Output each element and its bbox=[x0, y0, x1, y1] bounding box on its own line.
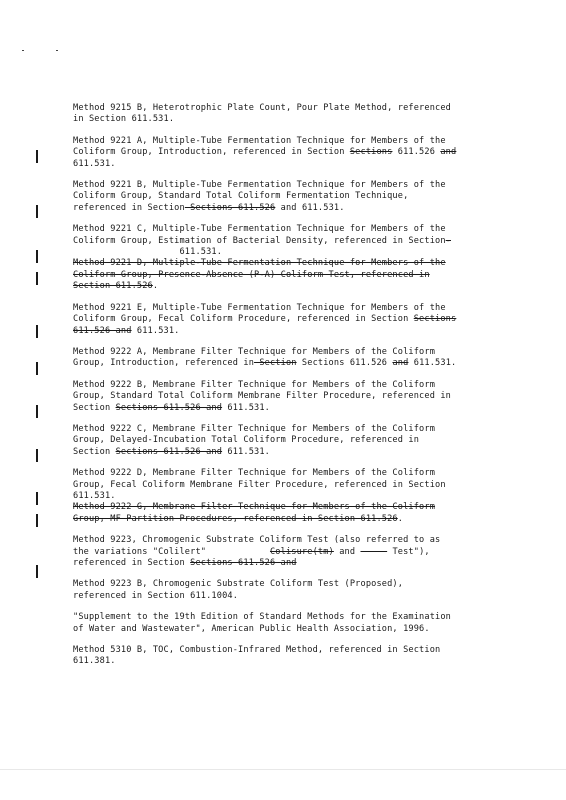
struck-text: and bbox=[392, 358, 409, 369]
change-bar bbox=[36, 405, 38, 418]
text-line bbox=[73, 314, 513, 325]
struck-text: Coliform Group, Presence-Absence (P-A) Coliform Test, referenced in bbox=[73, 269, 430, 280]
struck-text: Sections bbox=[349, 147, 393, 158]
change-bar bbox=[36, 492, 38, 505]
text-line bbox=[73, 270, 513, 281]
method-reference-paragraph bbox=[73, 103, 513, 126]
text-line bbox=[73, 326, 513, 337]
text-line bbox=[73, 624, 513, 635]
text-segment: 611.381. bbox=[73, 656, 116, 667]
text-segment: the variations "Colilert" bbox=[73, 546, 270, 557]
text-segment: Test"), bbox=[387, 546, 430, 557]
text-line bbox=[73, 468, 513, 479]
text-segment: Method 9215 B, Heterotrophic Plate Count, Pour Plate Method, referenced bbox=[73, 103, 451, 113]
text-segment: Group, Fecal Coliform Membrane Filter Procedure, referenced in Section bbox=[73, 479, 446, 490]
text-line bbox=[73, 224, 513, 235]
text-segment: Sections 611.526 bbox=[296, 358, 393, 369]
method-reference-paragraph bbox=[73, 468, 513, 525]
method-reference-paragraph bbox=[73, 224, 513, 292]
text-line bbox=[73, 114, 513, 125]
text-segment: referenced in Section bbox=[73, 558, 191, 568]
text-segment: in Section 611.531. bbox=[73, 114, 175, 125]
scan-speck bbox=[56, 50, 58, 51]
text-line bbox=[73, 447, 513, 458]
text-line bbox=[73, 591, 513, 602]
text-line bbox=[73, 358, 513, 369]
text-segment: Section bbox=[73, 402, 116, 413]
text-line bbox=[73, 258, 513, 269]
text-segment: Method 9222 A, Membrane Filter Technique for Members of the Coliform bbox=[73, 346, 436, 357]
text-segment: 611.531. bbox=[408, 358, 457, 369]
text-segment: referenced in Section 611.1004. bbox=[73, 590, 239, 601]
struck-text: Colisure(tm) bbox=[269, 546, 334, 557]
text-line bbox=[73, 547, 513, 558]
struck-text: - bbox=[445, 235, 451, 246]
struck-text: Group, MF Partition Procedures, referenced in Section 611.526 bbox=[73, 513, 398, 524]
text-line bbox=[73, 180, 513, 191]
text-line bbox=[73, 491, 513, 502]
method-reference-paragraph bbox=[73, 424, 513, 458]
text-line bbox=[73, 535, 513, 546]
struck-text: Method 9221 D, Multiple-Tube Fermentation Technique for Members of the bbox=[73, 258, 446, 269]
text-line bbox=[73, 191, 513, 202]
change-bar bbox=[36, 150, 38, 163]
text-segment: 611.531. bbox=[73, 158, 116, 169]
text-segment: Group, Delayed-Incubation Total Coliform Procedure, referenced in bbox=[73, 435, 420, 446]
struck-text: Sections 611.526 and bbox=[115, 446, 223, 457]
text-line bbox=[73, 656, 513, 667]
text-segment: . bbox=[152, 281, 159, 292]
text-line bbox=[73, 514, 513, 525]
text-segment: Method 9221 C, Multiple-Tube Fermentation Technique for Members of the bbox=[73, 224, 446, 235]
text-segment: Section bbox=[73, 446, 116, 457]
struck-text: Sections 611.526 bbox=[184, 202, 276, 213]
struck-text: and bbox=[440, 147, 457, 158]
method-reference-paragraph bbox=[73, 136, 513, 170]
method-reference-paragraph bbox=[73, 180, 513, 214]
text-line bbox=[73, 403, 513, 414]
struck-text bbox=[361, 547, 388, 557]
method-reference-paragraph bbox=[73, 380, 513, 414]
text-line bbox=[73, 103, 513, 114]
change-bar bbox=[36, 514, 38, 527]
change-bar bbox=[36, 250, 38, 263]
text-line bbox=[73, 424, 513, 435]
text-line bbox=[73, 380, 513, 391]
text-line bbox=[73, 558, 513, 569]
text-segment: Method 5310 B, TOC, Combustion-Infrared Method, referenced in Section bbox=[73, 645, 441, 656]
text-line bbox=[73, 391, 513, 402]
change-bar bbox=[36, 325, 38, 338]
text-segment: Coliform Group, Estimation of Bacterial Density, referenced in Section bbox=[73, 235, 446, 246]
text-line bbox=[73, 247, 513, 258]
text-line bbox=[73, 159, 513, 170]
struck-text: Section 611.526 bbox=[73, 281, 153, 292]
text-segment: Method 9222 D, Membrane Filter Technique for Members of the Coliform bbox=[73, 468, 436, 479]
text-line bbox=[73, 281, 513, 292]
struck-text: 611.526 and bbox=[73, 325, 132, 336]
method-reference-paragraph bbox=[73, 579, 513, 602]
text-segment: 611.531. bbox=[73, 247, 223, 258]
struck-text: Sections 611.526 and bbox=[190, 558, 297, 568]
method-reference-paragraph bbox=[73, 535, 513, 569]
text-line bbox=[73, 579, 513, 590]
method-reference-paragraph bbox=[73, 612, 513, 635]
text-line bbox=[73, 645, 513, 656]
change-bar bbox=[36, 205, 38, 218]
text-line bbox=[73, 502, 513, 513]
change-bar bbox=[36, 362, 38, 375]
text-segment: referenced in Section bbox=[73, 202, 185, 213]
text-segment: Method 9221 A, Multiple-Tube Fermentation Technique for Members of the bbox=[73, 135, 446, 146]
text-line bbox=[73, 236, 513, 247]
text-segment: Method 9221 B, Multiple-Tube Fermentation Technique for Members of the bbox=[73, 180, 446, 191]
text-segment: 611.531. bbox=[222, 402, 270, 413]
text-segment: 611.526 bbox=[392, 147, 441, 158]
text-segment: . bbox=[397, 513, 404, 524]
text-segment: 611.531. bbox=[222, 446, 270, 457]
method-reference-paragraph bbox=[73, 347, 513, 370]
text-line bbox=[73, 435, 513, 446]
text-segment: of Water and Wastewater", American Public Health Association, 1996. bbox=[73, 623, 430, 634]
text-segment: Method 9223, Chromogenic Substrate Coliform Test (also referred to as bbox=[73, 535, 441, 546]
text-segment: Group, Introduction, referenced in bbox=[73, 358, 255, 369]
scan-speck bbox=[22, 50, 24, 51]
method-reference-paragraph bbox=[73, 303, 513, 337]
document-body bbox=[73, 103, 513, 678]
text-segment: Method 9222 C, Membrane Filter Technique for Members of the Coliform bbox=[73, 423, 436, 434]
text-line bbox=[73, 347, 513, 358]
method-reference-paragraph bbox=[73, 645, 513, 668]
text-segment: Method 9221 E, Multiple-Tube Fermentation Technique for Members of the bbox=[73, 302, 446, 313]
text-line bbox=[73, 612, 513, 623]
text-segment: Method 9223 B, Chromogenic Substrate Coliform Test (Proposed), bbox=[73, 579, 404, 590]
text-segment: and bbox=[333, 546, 361, 557]
struck-text: Method 9222 G, Membrane Filter Technique for Members of the Coliform bbox=[73, 502, 436, 513]
text-segment: Group, Standard Total Coliform Membrane Filter Procedure, referenced in bbox=[73, 391, 451, 402]
text-segment: and 611.531. bbox=[275, 202, 345, 213]
text-segment: Coliform Group, Fecal Coliform Procedure, referenced in Section bbox=[73, 314, 414, 325]
struck-text: Sections 611.526 and bbox=[115, 402, 223, 413]
struck-text: Sections bbox=[413, 314, 457, 325]
text-segment: 611.531. bbox=[131, 325, 180, 336]
change-bar bbox=[36, 449, 38, 462]
text-line bbox=[73, 147, 513, 158]
scan-edge bbox=[0, 769, 566, 770]
text-segment: Method 9222 B, Membrane Filter Technique for Members of the Coliform bbox=[73, 379, 436, 390]
struck-text: Section bbox=[254, 358, 297, 369]
change-bar bbox=[36, 272, 38, 285]
text-line bbox=[73, 480, 513, 491]
text-line bbox=[73, 136, 513, 147]
text-segment: "Supplement to the 19th Edition of Standard Methods for the Examination bbox=[73, 612, 451, 623]
text-line bbox=[73, 203, 513, 214]
text-segment: Coliform Group, Introduction, referenced in Section bbox=[73, 147, 350, 158]
text-segment: 611.531. bbox=[73, 490, 116, 501]
text-line bbox=[73, 303, 513, 314]
text-segment: Coliform Group, Standard Total Coliform Fermentation Technique, bbox=[73, 191, 409, 202]
change-bar bbox=[36, 565, 38, 578]
